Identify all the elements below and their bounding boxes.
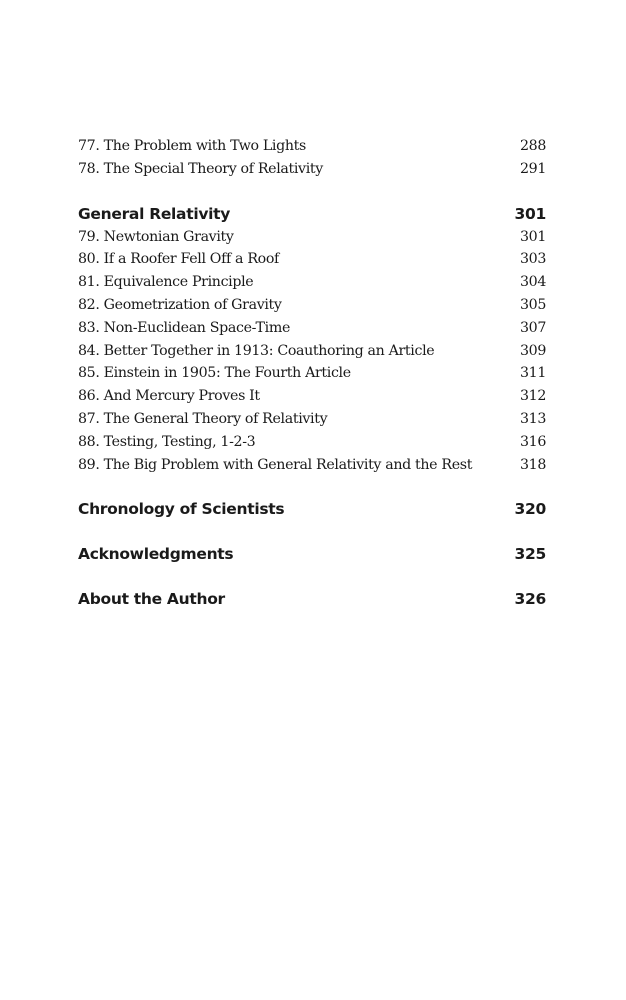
toc-entry[interactable] xyxy=(78,135,546,158)
toc-entry[interactable] xyxy=(78,294,546,317)
toc-entry-page: 312 xyxy=(519,388,546,405)
toc-entry[interactable] xyxy=(78,271,546,294)
toc-entry-page: 288 xyxy=(519,138,546,154)
toc-entry-title: 77. The Problem with Two Lights xyxy=(78,138,306,154)
section-page: 326 xyxy=(514,590,546,609)
toc-entry-title: 86. And Mercury Proves It xyxy=(78,388,260,405)
section-page: 320 xyxy=(514,500,546,519)
toc-entry[interactable] xyxy=(78,158,546,181)
toc-entry-page: 301 xyxy=(519,228,546,245)
toc-entry-title: 83. Non-Euclidean Space-Time xyxy=(78,319,290,336)
toc-entry-page: 307 xyxy=(519,319,546,336)
toc-entry-page: 313 xyxy=(519,410,546,427)
toc-entry-title: 79. Newtonian Gravity xyxy=(78,228,234,245)
toc-entry[interactable] xyxy=(78,248,546,271)
toc-section-acknowledgments[interactable] xyxy=(78,543,546,566)
toc-entry-title: 81. Equivalence Principle xyxy=(78,274,254,291)
toc-entry[interactable] xyxy=(78,385,546,408)
toc-entry-page: 305 xyxy=(519,296,546,313)
toc-entry-page: 303 xyxy=(519,251,546,268)
toc-entry-title: 88. Testing, Testing, 1-2-3 xyxy=(78,433,256,450)
toc-entry-page: 304 xyxy=(519,274,546,291)
toc-entry[interactable] xyxy=(78,317,546,340)
toc-entry-page: 311 xyxy=(519,365,546,382)
toc-section-chronology[interactable] xyxy=(78,498,546,521)
toc-entry[interactable] xyxy=(78,408,546,431)
toc-entry-title: 85. Einstein in 1905: The Fourth Article xyxy=(78,365,351,382)
toc-section-general-relativity[interactable] xyxy=(78,203,546,226)
toc-entry[interactable] xyxy=(78,454,546,477)
table-of-contents xyxy=(78,135,546,611)
toc-entry-page: 291 xyxy=(519,160,546,177)
section-title: General Relativity xyxy=(78,204,231,223)
section-page: 301 xyxy=(514,204,546,223)
toc-entry-title: 87. The General Theory of Relativity xyxy=(78,410,328,427)
toc-entry[interactable] xyxy=(78,226,546,249)
toc-entry-page: 316 xyxy=(519,433,546,450)
section-page: 325 xyxy=(514,545,546,564)
toc-entry-title: 78. The Special Theory of Relativity xyxy=(78,160,323,177)
section-title: Chronology of Scientists xyxy=(78,500,285,519)
toc-entry[interactable] xyxy=(78,340,546,363)
toc-entry-page: 309 xyxy=(519,342,546,359)
toc-entry-title: 82. Geometrization of Gravity xyxy=(78,296,282,313)
toc-entry-page: 318 xyxy=(519,456,546,473)
section-title: Acknowledgments xyxy=(78,545,234,564)
toc-entry-title: 89. The Big Problem with General Relativity and the Rest xyxy=(78,456,473,473)
toc-section-about-author[interactable] xyxy=(78,588,546,611)
toc-entry-title: 84. Better Together in 1913: Coauthoring an Article xyxy=(78,342,435,359)
toc-entry-title: 80. If a Roofer Fell Off a Roof xyxy=(78,251,279,268)
toc-entry[interactable] xyxy=(78,431,546,454)
toc-entry[interactable] xyxy=(78,362,546,385)
section-title: About the Author xyxy=(78,590,225,609)
